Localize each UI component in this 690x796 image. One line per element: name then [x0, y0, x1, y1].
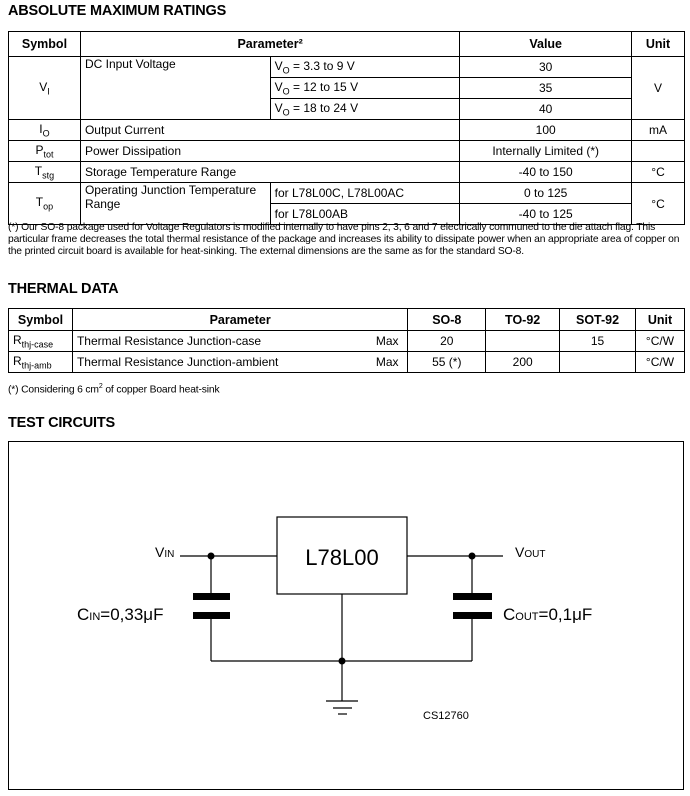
value: 100 — [460, 120, 632, 141]
header-parameter: Parameter² — [80, 32, 459, 57]
symbol-top: $T_{op}$ — [9, 183, 81, 225]
condition: $V_O = 18$ to 24 V — [270, 99, 460, 120]
symbol: $R_{thj-amb}$ — [9, 352, 73, 373]
test-circuit-diagram — [8, 441, 684, 791]
header-unit: Unit — [632, 32, 685, 57]
table-row — [9, 141, 685, 162]
param: Output Current — [80, 120, 459, 141]
cin-label: CIN=0,33μF — [77, 605, 164, 624]
symbol-tstg: $T_{stg}$ — [9, 162, 81, 183]
junction-dot — [339, 658, 346, 665]
unit: °C/W — [635, 352, 684, 373]
unit: mA — [632, 120, 685, 141]
cin-plate — [193, 612, 230, 619]
param: Storage Temperature Range — [80, 162, 459, 183]
max: Max — [372, 331, 408, 352]
ic-label: L78L00 — [305, 545, 379, 570]
symbol: $R_{thj-case}$ — [9, 331, 73, 352]
param: Thermal Resistance Junction-case — [72, 331, 371, 352]
param: Operating Junction Temperature Range — [80, 183, 270, 225]
thermal-data-table — [8, 308, 685, 373]
junction-dot — [208, 553, 215, 560]
unit: °C/W — [635, 331, 684, 352]
symbol-vi: $V_I$ — [9, 57, 81, 120]
absolute-max-ratings-table — [8, 31, 685, 225]
table-row — [9, 331, 685, 352]
symbol-ptot: $P_{tot}$ — [9, 141, 81, 162]
value: -40 to 150 — [460, 162, 632, 183]
value: 40 — [460, 99, 632, 120]
value: Internally Limited (*) — [460, 141, 632, 162]
cin-plate — [193, 593, 230, 600]
vin-label: VIN — [155, 544, 175, 560]
value: -40 to 125 — [460, 204, 632, 225]
unit: °C — [632, 162, 685, 183]
table-row — [9, 57, 685, 78]
value: 35 — [460, 78, 632, 99]
so8: 20 — [408, 331, 486, 352]
unit: V — [632, 57, 685, 120]
value: 30 — [460, 57, 632, 78]
header-value: Value — [460, 32, 632, 57]
param: Thermal Resistance Junction-ambient — [72, 352, 371, 373]
sot92 — [560, 352, 636, 373]
test-circuits-title: TEST CIRCUITS — [8, 415, 115, 431]
amr-title: ABSOLUTE MAXIMUM RATINGS — [8, 3, 227, 19]
header-sot92: SOT-92 — [560, 309, 636, 331]
header-to92: TO-92 — [486, 309, 560, 331]
condition: $V_O = 12$ to 15 V — [270, 78, 460, 99]
header-symbol: Symbol — [9, 32, 81, 57]
value: 0 to 125 — [460, 183, 632, 204]
cout-label: COUT=0,1μF — [503, 605, 593, 624]
thermal-footnote: (*) Considering 6 $cm^2$ of copper Board heat-sink — [8, 383, 220, 396]
thermal-title: THERMAL DATA — [8, 281, 119, 297]
header-symbol: Symbol — [9, 309, 73, 331]
table-row — [9, 183, 685, 204]
to92 — [486, 331, 560, 352]
param: Power Dissipation — [80, 141, 459, 162]
header-parameter: Parameter — [72, 309, 407, 331]
condition: for L78L00AB — [270, 204, 460, 225]
vout-label: VOUT — [515, 544, 546, 560]
table-row — [9, 162, 685, 183]
unit: °C — [632, 183, 685, 225]
param-dc-input: DC Input Voltage — [80, 57, 270, 120]
max: Max — [372, 352, 408, 373]
so8: 55 (*) — [408, 352, 486, 373]
header-so8: SO-8 — [408, 309, 486, 331]
junction-dot — [469, 553, 476, 560]
table-row — [9, 352, 685, 373]
amr-footnote: (*) Our SO-8 package used for Voltage Regulators is modified internally to have pins 2, 3, 6 and 7 electrically communed to the die attach flag. This particular frame decreases the total thermal resistance of the package and increases its ability to dissipate power when an appropriate area of copper on the printed circuit board is available for heat-sinking. The external dimensions are the same as for the standard SO-8. — [8, 222, 680, 257]
header-unit: Unit — [635, 309, 684, 331]
condition: $V_O = 3.3$ to 9 V — [270, 57, 460, 78]
symbol-io: $I_O$ — [9, 120, 81, 141]
to92: 200 — [486, 352, 560, 373]
figure-ref: CS12760 — [423, 710, 469, 722]
table-row — [9, 120, 685, 141]
cout-plate — [453, 593, 492, 600]
condition: for L78L00C, L78L00AC — [270, 183, 460, 204]
sot92: 15 — [560, 331, 636, 352]
cout-plate — [453, 612, 492, 619]
unit — [632, 141, 685, 162]
